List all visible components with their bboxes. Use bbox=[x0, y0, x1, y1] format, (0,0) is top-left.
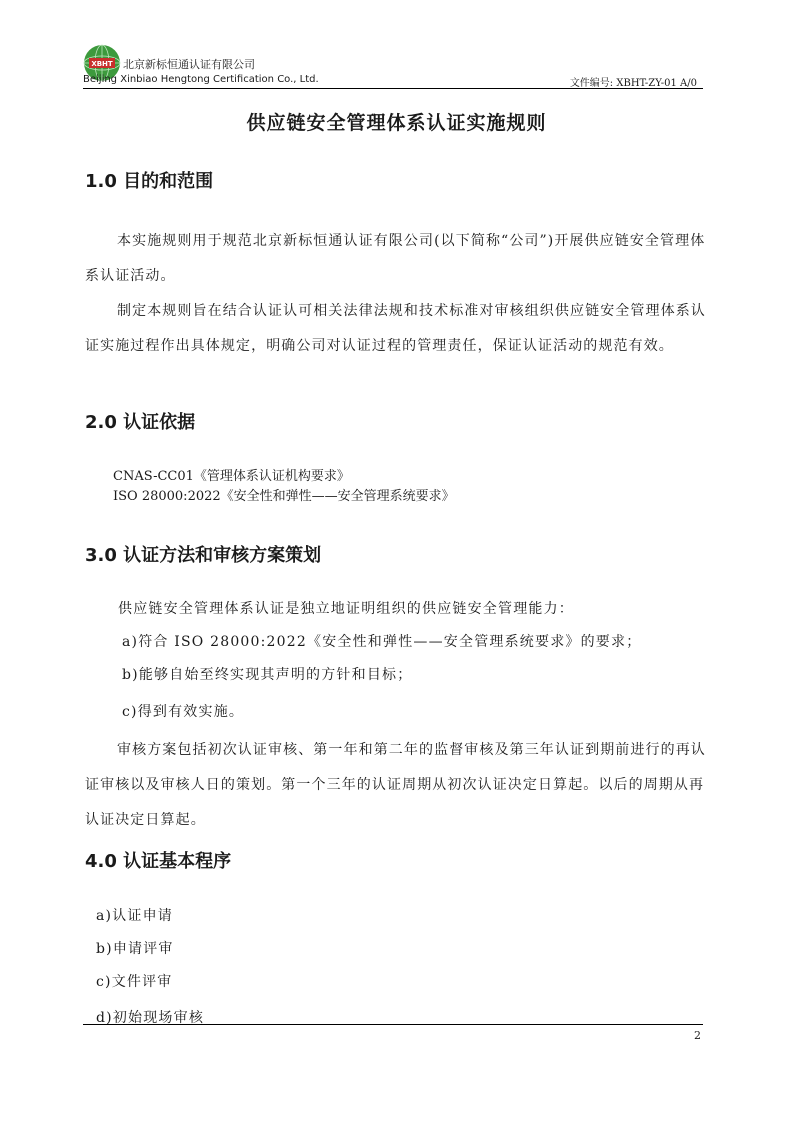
list-item: a)认证申请 bbox=[96, 908, 174, 924]
document-number: 文件编号: XBHT-ZY-01 A/0 bbox=[569, 78, 697, 89]
list-item: d)初始现场审核 bbox=[96, 1010, 205, 1026]
svg-text:XBHT: XBHT bbox=[91, 60, 113, 68]
section-1-paragraph-2: 制定本规则旨在结合认证认可相关法律法规和技术标准对审核组织供应链安全管理体系认证实施过程作出具体规定，明确公司对认证过程的管理责任，保证认证活动的规范有效。 bbox=[85, 303, 706, 354]
list-item: c)得到有效实施。 bbox=[122, 704, 245, 720]
section-1-paragraph-1: 本实施规则用于规范北京新标恒通认证有限公司(以下简称“公司”)开展供应链安全管理体系认证活动。 bbox=[85, 233, 706, 284]
page-header bbox=[83, 40, 703, 90]
footer-divider bbox=[83, 1024, 703, 1025]
page-number: 2 bbox=[694, 1029, 701, 1042]
section-2-heading: 2.0 认证依据 bbox=[85, 412, 196, 433]
company-name-en: Beijing Xinbiao Hengtong Certification Co., Ltd. bbox=[83, 74, 319, 85]
section-3-heading: 3.0 认证方法和审核方案策划 bbox=[85, 545, 322, 566]
reference-item: ISO 28000:2022《安全性和弹性——安全管理系统要求》 bbox=[113, 489, 455, 504]
list-item: b)能够自始至终实现其声明的方针和目标； bbox=[122, 667, 413, 683]
section-3-intro: 供应链安全管理体系认证是独立地证明组织的供应链安全管理能力： bbox=[118, 601, 574, 617]
list-item: b)申请评审 bbox=[96, 941, 174, 957]
document-title: 供应链安全管理体系认证实施规则 bbox=[246, 112, 547, 134]
header-divider bbox=[83, 88, 703, 89]
company-name-cn: 北京新标恒通认证有限公司 bbox=[123, 58, 255, 71]
section-1-heading: 1.0 目的和范围 bbox=[85, 171, 214, 192]
section-3-paragraph: 审核方案包括初次认证审核、第一年和第二年的监督审核及第三年认证到期前进行的再认证审核以及审核人日的策划。第一个三年的认证周期从初次认证决定日算起。以后的周期从再认证决定日算起。 bbox=[85, 742, 706, 828]
list-item: c)文件评审 bbox=[96, 974, 173, 990]
reference-item: CNAS-CC01《管理体系认证机构要求》 bbox=[113, 469, 350, 484]
section-4-heading: 4.0 认证基本程序 bbox=[85, 851, 232, 872]
list-item: a)符合 ISO 28000:2022《安全性和弹性——安全管理系统要求》的要求； bbox=[122, 634, 642, 650]
